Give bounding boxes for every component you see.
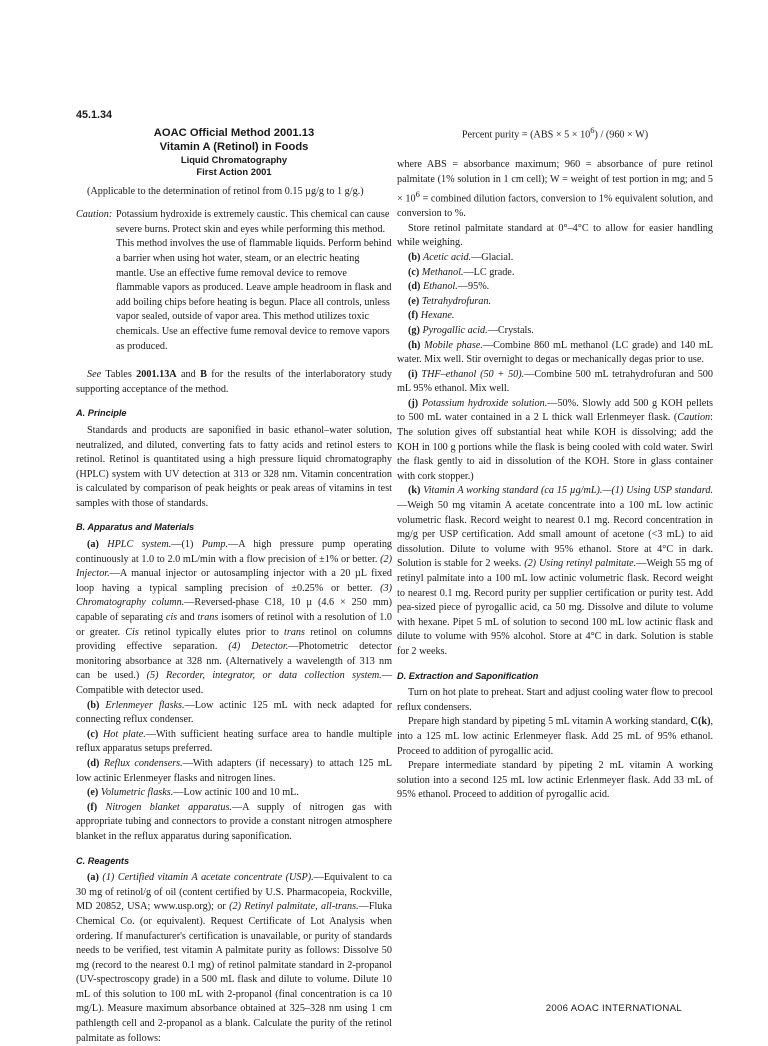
left-column	[76, 108, 392, 1046]
sub-name: Retinyl palmitate, all-trans.	[244, 901, 359, 913]
item-text: —Combine 860 mL methanol (LC grade) and 140 mL water. Mix well. Stir overnight to degas or mechanically degas prior to use.	[397, 339, 714, 366]
apparatus-item-b	[76, 699, 392, 728]
item-label: (a)	[87, 872, 99, 884]
extraction-p2	[397, 715, 713, 759]
reagent-item-f	[397, 309, 713, 324]
sub-name: Injector.	[76, 568, 110, 580]
storage-note: Store retinol palmitate standard at 0°–4°C to allow for easier handling while weighing.	[397, 222, 713, 249]
and-word: and	[179, 612, 195, 624]
trans-term: trans	[284, 626, 305, 638]
principle-text: Standards and products are saponified in basic ethanol–water solution, neutralized, and diluted, converting fats to fatty acids and retinol esters to retinol. Retinol is quantitated using a high pressure liquid chromatography (HPLC) system with UV detection at 313 or 328 nm. Vitamin concentration is calculated by comparison of peak heights or peak areas of vitamins in test samples with those of standards.	[76, 424, 392, 509]
equation-text: ) / (960 × W)	[594, 129, 649, 141]
item-label: (k)	[408, 485, 421, 497]
extraction-p1: Turn on hot plate to preheat. Start and adjust cooling water flow to precool reflux condensers.	[397, 687, 713, 713]
where-text: = combined dilution factors, conversion to 1% equivalent solution, and conversion to %.	[397, 193, 713, 220]
apparatus-item-a: (a) HPLC system.—(1) Pump.—A high pressure pump operating continuously at 1.0 to 2.0 mL/min with a flow precision of ±1% or better. (2) Injector.—A manual injector or autosampling injector with a 20 µL fixed loop having a typical sampling precision of ±0.25% or better. (3) Chromatography column.—Reversed-phase C18, 10 µ (4.6 × 250 mm) capable of separating cis and trans isomers of retinol with a resolution of 1.0 or greater. Cis retinol typically elutes prior to trans retinol on columns providing effective separation. (4) Detector.—Photometric detector monitoring absorbance at 328 nm. (Alternatively a wavelength of 313 nm can be used.) (5) Recorder, integrator, or data collection system.—Compatible with detector used.	[76, 539, 393, 696]
sub-name: Using retinyl palmitate.	[538, 558, 637, 570]
applicability-note: (Applicable to the determination of retinol from 0.15 µg/g to 1 g/g.)	[87, 185, 364, 197]
section-ref: C(k)	[690, 716, 711, 728]
sub-text: —Reversed-phase C18, 10 µ (4.6 × 250 mm) capable of separating	[76, 597, 392, 624]
item-name: Tetrahydrofuran.	[421, 295, 492, 307]
sub-text: —Photometric detector monitoring absorbance at 328 nm. (Alternatively a wavelength of 313 nm can be used.)	[76, 641, 392, 682]
sub-name: Using USP standard.	[626, 485, 713, 497]
item-name: Potassium hydroxide solution.	[421, 397, 548, 409]
item-name: Nitrogen blanket apparatus.	[105, 801, 232, 813]
sub-name: Detector.	[251, 641, 289, 653]
item-label: (c)	[408, 266, 420, 278]
item-text: —50%. Slowly add 500 g KOH pellets to 500 mL water contained in a 2 L thick wall Erlenmeyer flask. (	[397, 397, 714, 424]
reagent-item-d	[397, 280, 713, 295]
sub-text: —Weigh 50 mg vitamin A acetate concentrate into a 100 mL low actinic volumetric flask. Record weight to nearest 0.1 mg. Record concentration in mg/g per USP certification. Add small amount of acetone (<3 mL) to aid dissolution. Dilute to volume with 95% ethanol. Store at 4°C in dark. Solution is stable for 2 weeks.	[397, 500, 713, 570]
method-subject: Vitamin A (Retinol) in Foods	[159, 140, 309, 153]
item-label: (f)	[408, 310, 419, 322]
item-text: —Combine 500 mL tetrahydrofuran and 500 mL 95% ethanol. Mix well.	[397, 368, 713, 395]
sub-label: (5)	[146, 670, 159, 682]
item-label: (g)	[408, 324, 420, 336]
reagent-item-c	[397, 266, 713, 281]
item-name: Pyrogallic acid.	[422, 324, 488, 336]
sub-text: —Fluka Chemical Co. (or equivalent). Request Certificate of Lot Analysis when ordering. If manufacturer's certification is unavailable, or purity of standards needs to be verified, test vitamin A palmitate purity as follows: Dissolve 50 mg (record to the nearest 0.1 mg) of retinol palmitate standard in 2-propanol (UV-spectroscopy grade) in a 500 mL flask and dilute to volume. Dilute 10 mL of this solution to 100 mL with 2-propanol (final concentration is ca 10 mg/L). Measure maximum absorbance obtained at 325–328 nm using 1 cm pathlength cell and 2-propanol as a blank. Calculate the purity of the retinol palmitate as follows:	[76, 901, 393, 1044]
item-name: THF–ethanol (50 + 50).	[421, 368, 525, 380]
item-label: (f)	[87, 801, 98, 813]
sub-text: retinol on columns providing effective separation.	[76, 626, 393, 653]
sub-label: (2)	[229, 901, 242, 913]
sub-label: (2)	[380, 553, 392, 565]
technique-subtitle: Liquid Chromatography	[180, 153, 288, 165]
sub-label: (1)	[102, 872, 115, 884]
item-label: (a)	[87, 539, 99, 551]
para-text: Prepare high standard by pipeting 5 mL vitamin A working standard,	[408, 716, 689, 728]
item-name: Hot plate.	[102, 728, 146, 740]
item-label: (c)	[87, 728, 99, 740]
sub-label: —(1)	[602, 485, 624, 497]
item-name: Erlenmeyer flasks.	[105, 699, 185, 711]
cis-term: cis	[165, 612, 178, 624]
caution-word: Caution	[677, 412, 711, 424]
item-name: HPLC system.	[107, 539, 172, 551]
apparatus-item-e	[76, 786, 392, 801]
item-text: —Glacial.	[471, 251, 514, 263]
caution-label: Caution:	[76, 209, 113, 221]
item-name: Ethanol.	[423, 281, 458, 293]
sub-text: —Compatible with detector used.	[76, 670, 393, 696]
item-label: (d)	[408, 281, 421, 293]
item-label: (e)	[408, 295, 420, 307]
item-text: —95%.	[457, 281, 490, 293]
sub-label: (4)	[228, 641, 241, 653]
item-name: Reflux condensers.	[103, 757, 183, 769]
reagent-item-b	[397, 251, 713, 266]
item-text: —Crystals.	[487, 324, 534, 336]
item-label: (d)	[87, 757, 100, 769]
see-tables-note	[76, 368, 392, 397]
item-label: (b)	[408, 251, 421, 263]
item-text: : The solution gives off substantial heat while KOH is dissolving; add the KOH in 100 g portions while the flask is being cooled with cold water. Swirl the flask gently to aid in dissolution of the KOH. Store in glass container with cork stopper.)	[397, 412, 713, 482]
sub-name: Chromatography column.	[76, 597, 185, 609]
sub-label: (3)	[380, 582, 392, 594]
equation-exponent: 6	[590, 125, 595, 135]
item-name: Hexane.	[420, 310, 455, 322]
equation-where	[397, 158, 713, 222]
item-name: Methanol.	[421, 266, 464, 278]
heading-principle: A. Principle	[76, 408, 127, 419]
item-name: Acetic acid.	[423, 251, 472, 263]
item-label: (b)	[87, 699, 100, 711]
item-name: Mobile phase.	[424, 339, 483, 351]
reagent-item-i	[397, 368, 713, 397]
sub-text: —A high pressure pump operating continuously at 1.0 to 2.0 mL/min with a flow precision of ±1% or better.	[76, 539, 393, 565]
section-number: 45.1.34	[76, 109, 113, 121]
item-text: —LC grade.	[463, 266, 515, 278]
sub-name: Certified vitamin A acetate concentrate (USP).	[117, 872, 314, 884]
page-footer: 2006 AOAC INTERNATIONAL	[545, 1003, 682, 1014]
heading-extraction: D. Extraction and Saponification	[397, 670, 539, 681]
reagent-item-j	[397, 397, 713, 485]
purity-equation	[397, 123, 713, 143]
sub-text: —Equivalent to ca 30 mg of retinol/g of oil (content certified by U.S. Pharmacopeia, Rockville, MD 20852, USA; www.usp.org); or	[76, 872, 392, 913]
heading-apparatus: B. Apparatus and Materials	[76, 522, 195, 533]
see-word: See	[87, 369, 102, 381]
sub-name: Pump.	[201, 539, 229, 551]
table-ref-b: B	[200, 369, 207, 381]
equation-text: Percent purity = (ABS × 5 × 10	[461, 129, 591, 141]
apparatus-item-f	[76, 801, 392, 845]
item-name: Vitamin A working standard (ca 15 µg/mL).	[423, 485, 603, 497]
item-label: (e)	[87, 787, 99, 799]
where-text: where ABS = absorbance maximum; 960 = absorbance of pure retinol palmitate (1% solution in 1 cm cell); W = weight of test portion in mg; and 5 × 10	[397, 158, 713, 205]
item-text: —A supply of nitrogen gas with appropriate tubing and connectors to provide a constant nitrogen atmosphere blanket in the reflux apparatus during saponification.	[76, 801, 393, 842]
see-pre: Tables	[105, 369, 132, 381]
trans-term: trans	[197, 612, 219, 624]
sub-text: isomers of retinol with a resolution of 1.0 or greater.	[76, 612, 392, 638]
table-ref-a: 2001.13A	[136, 369, 177, 381]
caution-text: Potassium hydroxide is extremely caustic. This chemical can cause severe burns. Protect skin and eyes while performing this method. This method involves the use of flammable liquids. Perform behind a barrier when using hot water, steam, or an electric heating mantle. Use an effective fume removal device to remove flammable vapors as produced. Leave ample headroom in flask and add boiling chips before heating is begun. Place all controls, unless vapor sealed, outside of vapor area. This method utilizes toxic chemicals. Use an effective fume removal device to remove vapors as produced.	[116, 209, 392, 352]
sub-label: (2)	[524, 558, 537, 570]
reagent-item-e	[397, 295, 713, 310]
see-post: for the results of the interlaboratory study supporting acceptance of the method.	[76, 369, 392, 395]
sub-text: —A manual injector or autosampling injector with a 20 µL fixed loop having a typical sampling precision of ±0.25% or better.	[76, 568, 392, 594]
sub-name: Recorder, integrator, or data collection system.	[165, 670, 382, 682]
reagent-item-k	[397, 484, 713, 659]
sub-text: retinol typically elutes prior to	[144, 626, 279, 638]
cis-term: Cis	[125, 626, 139, 638]
item-text: —Low actinic 125 mL with neck adapted for connecting reflux condenser.	[76, 699, 392, 726]
sub-label: (1)	[181, 539, 194, 551]
where-exponent: 6	[415, 189, 420, 200]
item-label: (i)	[408, 368, 418, 380]
sub-text: —Weigh 55 mg of retinyl palmitate into a 100 mL low actinic volumetric flask. Record weight to nearest 0.1 mg. Record purity per supplier certification or purity test. Add pea-sized piece of pyrogallic acid, ca 50 mg. Dissolve and dilute to volume with hexane. Pipet 5 mL of solution to second 100 mL low actinic flask and dilute to volume with 95% alcohol. Store at 4°C in dark. Solution is stable for 2 weeks.	[397, 558, 714, 657]
item-text: —With adapters (if necessary) to attach 125 mL low actinic Erlenmeyer flasks and nitrogen lines.	[76, 757, 392, 784]
item-text: —With sufficient heating surface area to handle multiple reflux apparatus setups preferred.	[76, 728, 393, 755]
apparatus-item-c	[76, 728, 392, 757]
item-label: (h)	[408, 339, 421, 351]
caution-block	[76, 208, 392, 354]
reagent-item-g	[397, 324, 713, 339]
method-title: AOAC Official Method 2001.13	[153, 126, 315, 139]
reagent-item-a	[76, 871, 392, 1046]
item-text: —Low actinic 100 and 10 mL.	[173, 787, 299, 799]
reagent-item-h	[397, 339, 713, 368]
extraction-p3: Prepare intermediate standard by pipeting 2 mL vitamin A working solution into a second 125 mL low actinic Erlenmeyer flask. Add 33 mL of 95% ethanol. Proceed to addition of pyrogallic acid.	[397, 760, 713, 801]
para-text: , into a 125 mL low actinic Erlenmeyer flask. Add 25 mL of 95% ethanol. Proceed to addition of pyrogallic acid.	[397, 716, 714, 757]
item-label: (j)	[408, 397, 419, 409]
right-column	[397, 108, 713, 803]
see-and: and	[181, 369, 196, 381]
item-name: Volumetric flasks.	[100, 787, 174, 799]
apparatus-item-d	[76, 757, 392, 786]
action-status: First Action 2001	[196, 166, 272, 178]
heading-reagents: C. Reagents	[76, 855, 130, 866]
